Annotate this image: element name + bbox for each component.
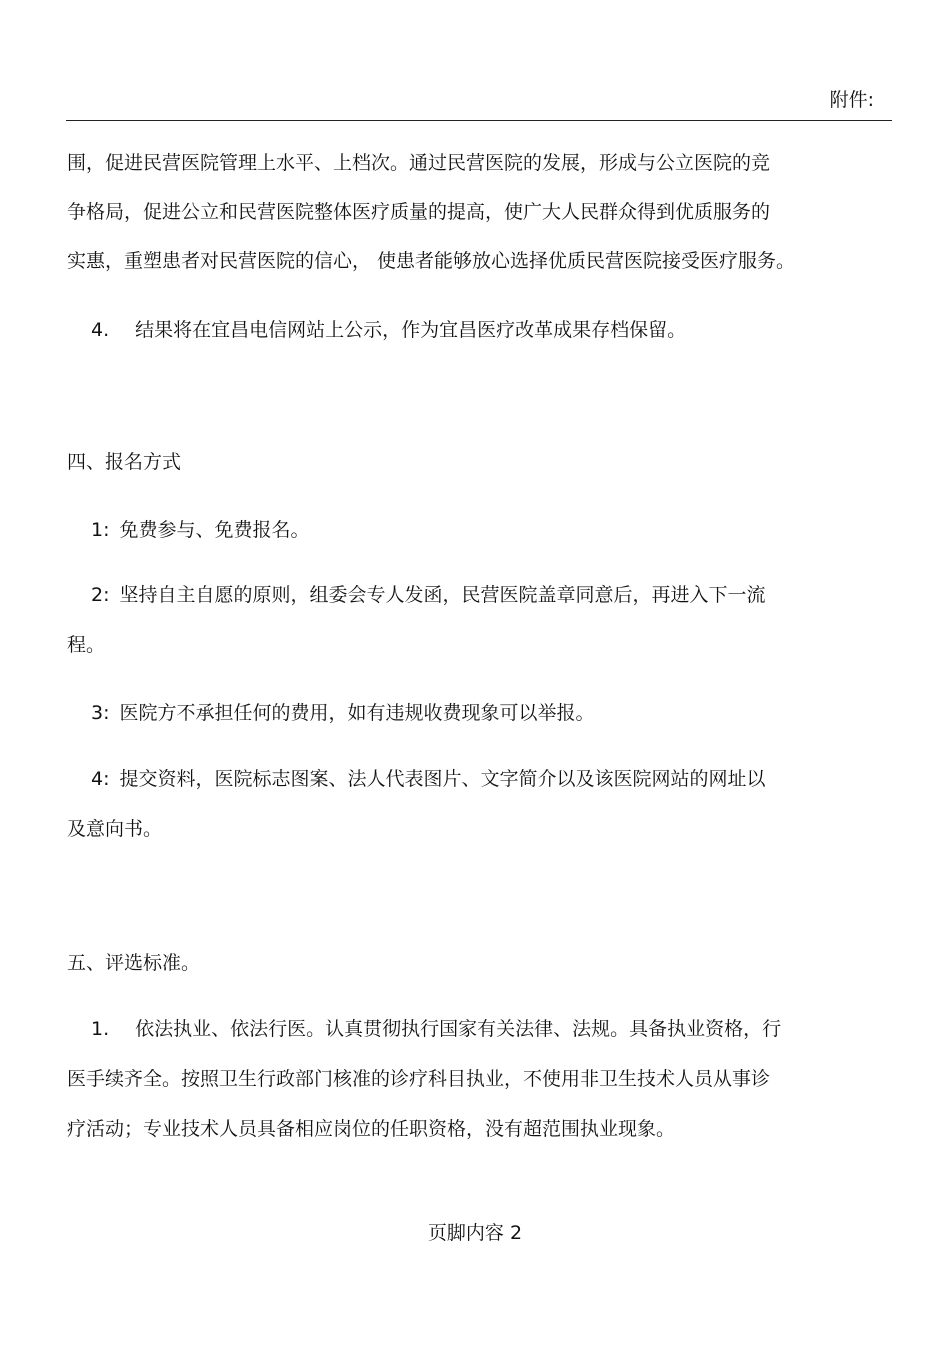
list-item-text: 医院方不承担任何的费用，如有违规收费现象可以举报。 <box>119 702 595 724</box>
list-item-continuation: 医手续齐全。按照卫生行政部门核准的诊疗科目执业，不使用非卫生技术人员从事诊 <box>67 1068 771 1090</box>
list-item-text: 坚持自主自愿的原则，组委会专人发函，民营医院盖章同意后，再进入下一流 <box>119 584 766 606</box>
list-item-number: 2: <box>91 584 110 606</box>
list-item-number: 3: <box>91 702 110 724</box>
paragraph-line: 围，促进民营医院管理上水平、上档次。通过民营医院的发展，形成与公立医院的竞 <box>67 152 771 174</box>
list-item <box>67 1016 781 1042</box>
section-heading: 五、评选标准。 <box>67 952 201 974</box>
list-item <box>67 700 595 726</box>
section-heading: 四、报名方式 <box>67 451 182 473</box>
list-item-continuation: 程。 <box>67 634 106 656</box>
list-item <box>67 766 766 792</box>
paragraph-line: 争格局，促进公立和民营医院整体医疗质量的提高，使广大人民群众得到优质服务的 <box>67 201 771 223</box>
list-item-text: 依法执业、依法行医。认真贯彻执行国家有关法律、法规。具备执业资格，行 <box>135 1018 782 1040</box>
list-item-text: 免费参与、免费报名。 <box>119 519 310 541</box>
header-divider <box>66 120 892 121</box>
list-item-continuation: 及意向书。 <box>67 818 163 840</box>
list-item-text: 提交资料，医院标志图案、法人代表图片、文字简介以及该医院网站的网址以 <box>119 768 766 790</box>
list-item <box>67 317 686 343</box>
list-item-text: 结果将在宜昌电信网站上公示，作为宜昌医疗改革成果存档保留。 <box>135 319 687 341</box>
list-item-number: 1: <box>91 519 110 541</box>
list-item <box>67 582 766 608</box>
list-item-number: 4. <box>91 319 110 341</box>
attachment-label: 附件: <box>829 89 874 111</box>
paragraph-line: 实惠，重塑患者对民营医院的信心， 使患者能够放心选择优质民营医院接受医疗服务。 <box>67 250 796 272</box>
list-item <box>67 517 310 543</box>
list-item-number: 1. <box>91 1018 110 1040</box>
page-footer: 页脚内容 2 <box>427 1222 523 1244</box>
list-item-number: 4: <box>91 768 110 790</box>
list-item-continuation: 疗活动；专业技术人员具备相应岗位的任职资格，没有超范围执业现象。 <box>67 1118 676 1140</box>
